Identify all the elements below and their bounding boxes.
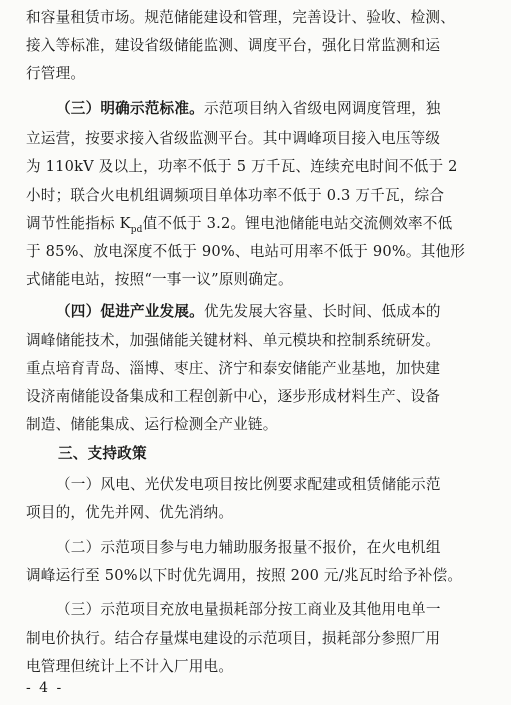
text-line: 项目的，优先并网、优先消纳。	[26, 504, 234, 521]
section-4-heading: （四）促进产业发展。	[56, 303, 204, 320]
text-line: 立运营，按要求接入省级监测平台。其中调峰项目接入电压等级	[26, 130, 441, 147]
text-line: （二）示范项目参与电力辅助服务报量不报价，在火电机组	[56, 539, 441, 556]
text-line: 设济南储能设备集成和工程创新中心，逐步形成材料生产、设备	[26, 388, 441, 405]
text-line: 于 85%、放电深度不低于 90%、电站可用率不低于 90%。其他形	[26, 243, 466, 260]
performance-line	[26, 210, 488, 237]
section-4-text: 优先发展大容量、长时间、低成本的	[203, 303, 441, 320]
section-3-line	[56, 95, 488, 122]
text-line: 小时；联合火电机组调频项目单体功率不低于 0.3 万千瓦，综合	[26, 187, 445, 204]
subscript: pd	[130, 224, 143, 235]
text-line: 电管理但统计上不计入厂用电。	[26, 658, 234, 675]
page-number: - 4 -	[26, 680, 64, 696]
section-4-line	[56, 298, 488, 325]
policy-heading: 三、支持政策	[58, 445, 147, 462]
section-3-text: 示范项目纳入省级电网调度管理，独	[203, 100, 441, 117]
text-line: 调峰储能技术，加强储能关键材料、单元模块和控制系统研发。	[26, 332, 441, 349]
text-line: 为 110kV 及以上，功率不低于 5 万千瓦、连续充电时间不低于 2	[26, 158, 458, 175]
section-3-heading: （三）明确示范标准。	[56, 100, 204, 117]
text-fragment: 值不低于 3.2。锂电池储能电站交流侧效率不低	[142, 215, 453, 232]
text-line: 接入等标准，建设省级储能监测、调度平台，强化日常监测和运	[26, 37, 441, 54]
text-line: 行管理。	[26, 65, 86, 82]
text-line: 式储能电站，按照“一事一议”原则确定。	[26, 271, 293, 288]
text-line: （三）示范项目充放电量损耗部分按工商业及其他用电单一	[56, 601, 441, 618]
text-line: （一）风电、光伏发电项目按比例要求配建或租赁储能示范	[56, 476, 441, 493]
text-line: 制造、储能集成、运行检测全产业链。	[26, 416, 278, 433]
text-line: 制电价执行。结合存量煤电建设的示范项目，损耗部分参照厂用	[26, 630, 441, 647]
text-line: 重点培育青岛、淄博、枣庄、济宁和泰安储能产业基地，加快建	[26, 360, 441, 377]
text-line: 和容量租赁市场。规范储能建设和管理，完善设计、验收、检测、	[26, 9, 456, 26]
text-line: 调峰运行至 50%以下时优先调用，按照 200 元/兆瓦时给予补偿。	[26, 567, 463, 584]
text-fragment: 调节性能指标 K	[26, 215, 131, 232]
